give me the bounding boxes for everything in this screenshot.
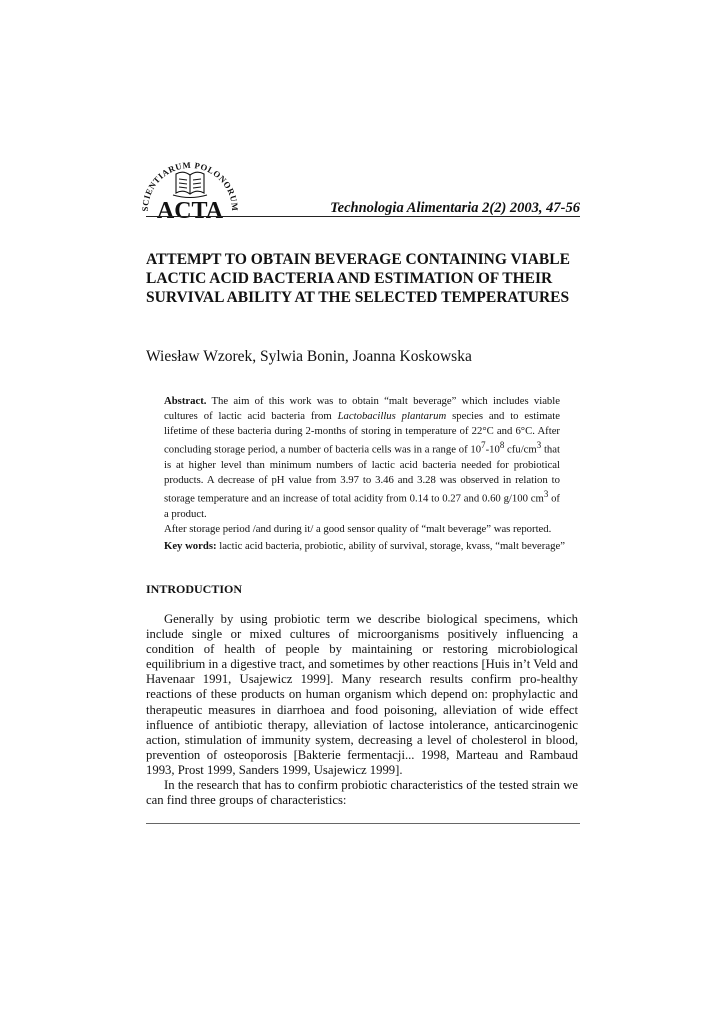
keywords-label: Key words: bbox=[164, 540, 217, 552]
keywords-text: lactic acid bacteria, probiotic, ability of survival, storage, kvass, “malt beverage” bbox=[216, 540, 565, 552]
abstract-exponent-2: 8 bbox=[499, 440, 505, 451]
abstract-text-2: species and to estimate lifetime of these bacteria during 2-months of storing in temperature of 22°C and 6°C. After concluding storage period, a number of bacteria cells was in a range of 10 bbox=[164, 409, 561, 456]
logo-word: ACTA bbox=[156, 198, 224, 222]
abstract-text-6: of a product. bbox=[164, 492, 560, 520]
abstract-exponent-3: 3 bbox=[536, 440, 542, 451]
section-heading-introduction: INTRODUCTION bbox=[146, 582, 243, 596]
article-title: ATTEMPT TO OBTAIN BEVERAGE CONTAINING VIABLE LACTIC ACID BACTERIA AND ESTIMATION OF THEIR SURVIVAL ABILITY AT THE SELECTED TEMPERATURES bbox=[146, 251, 570, 307]
acta-logo-graphic bbox=[138, 150, 242, 222]
open-book-icon bbox=[173, 172, 207, 197]
abstract bbox=[164, 394, 560, 536]
footer-rule bbox=[146, 823, 580, 824]
logo-arc-textpath: SCIENTIARUM POLONORUM bbox=[139, 159, 241, 212]
abstract-label: Abstract. bbox=[164, 395, 207, 407]
introduction-paragraph-2: In the research that has to confirm probiotic characteristics of the tested strain we can find three groups of characteristics: bbox=[146, 778, 578, 808]
abstract-species: Lactobacillus plantarum bbox=[337, 409, 447, 422]
abstract-exponent-4: 3 bbox=[543, 489, 549, 500]
header-rule bbox=[146, 216, 580, 217]
introduction-body bbox=[146, 612, 578, 808]
article-authors: Wiesław Wzorek, Sylwia Bonin, Joanna Koskowska bbox=[146, 348, 472, 365]
keywords bbox=[164, 539, 574, 554]
abstract-text-3: -10 bbox=[485, 443, 500, 456]
abstract-text-4: cfu/cm bbox=[504, 443, 537, 456]
introduction-paragraph-1: Generally by using probiotic term we describe biological specimens, which include single or mixed cultures of microorganisms positively influencing a condition of health of people by maintaining or restoring microbiological equilibrium in a digestive tract, and sometimes by other reactions [Huis in’t Veld and Havenaar 1991, Usajewicz 1999]. Many research results confirm pro-healthy reactions of these products on human organism which depend on: prophylactic and therapeutic measures in diarrhoea and food poisoning, alleviation of wide effect influence of antibiotic therapy, alleviation of lactose intolerance, anticarcinogenic action, stimulation of immunity system, decreasing a level of cholesterol in blood, prevention of osteoporosis [Bakterie fermentacji... 1998, Marteau and Rambaud 1993, Prost 1999, Sanders 1999, Usajewicz 1999]. bbox=[146, 612, 578, 777]
abstract-exponent-1: 7 bbox=[481, 440, 486, 451]
abstract-paragraph-2: After storage period /and during it/ a good sensor quality of “malt beverage” was reported. bbox=[164, 522, 552, 535]
abstract-text-5: that is at higher level than minimum numbers of lactic acid bacteria needed for probiotical products. A decrease of pH value from 3.97 to 3.46 and 3.28 was observed in relation to storage temperature and an increase of total acidity from 0.14 to 0.27 and 0.60 g/100 cm bbox=[164, 443, 560, 505]
abstract-paragraph bbox=[164, 394, 560, 522]
journal-citation: Technologia Alimentaria 2(2) 2003, 47-56 bbox=[330, 200, 580, 216]
abstract-text-1: The aim of this work was to obtain “malt beverage” which includes viable cultures of lactic acid bacteria from bbox=[164, 395, 560, 422]
journal-logo bbox=[138, 150, 242, 222]
